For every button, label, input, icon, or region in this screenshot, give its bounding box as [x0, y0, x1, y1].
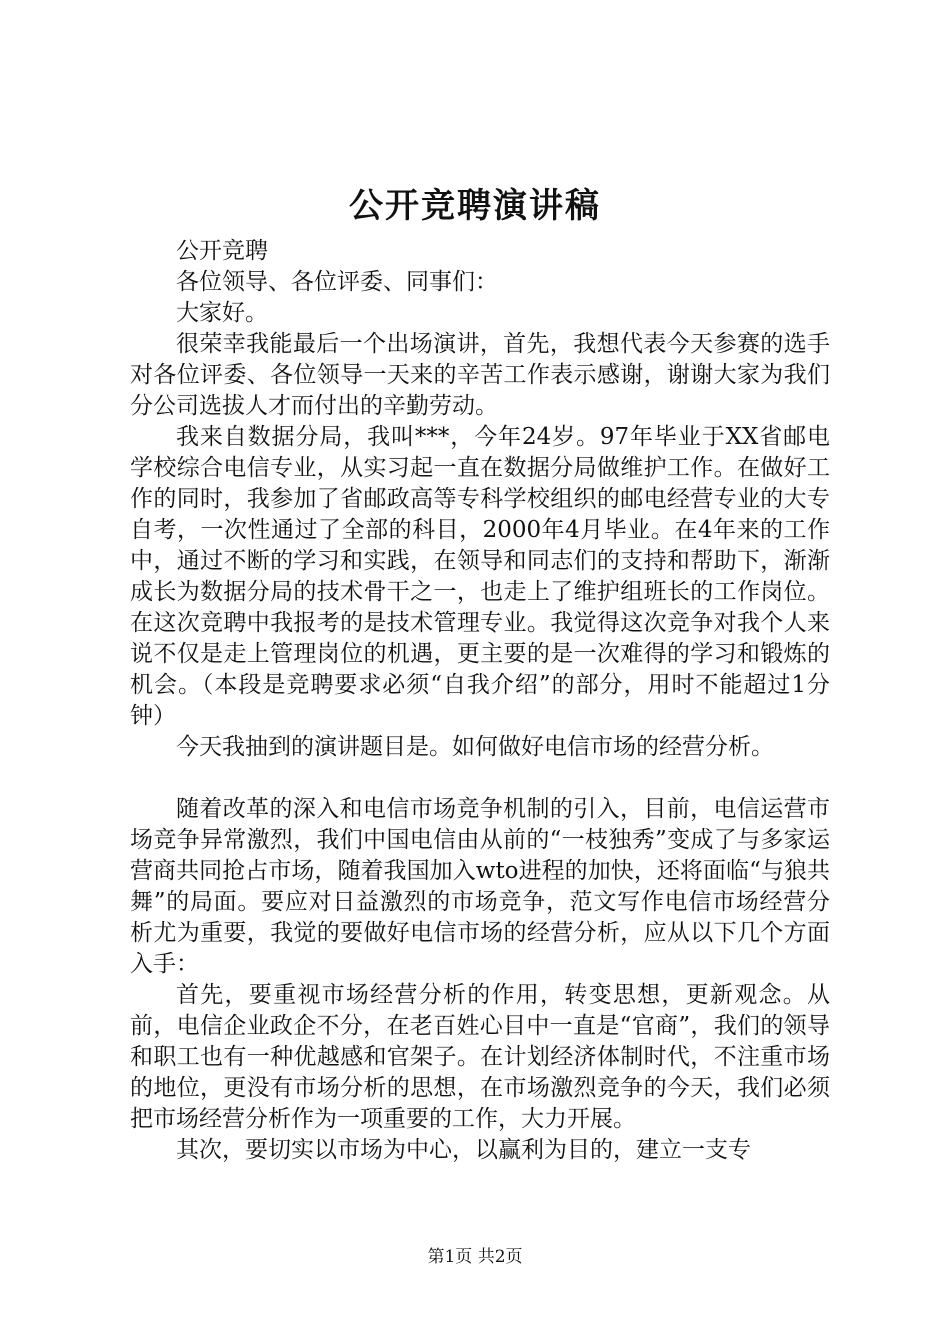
document-body [130, 236, 830, 1166]
paragraph-topic: 今天我抽到的演讲题目是。如何做好电信市场的经营分析。 [176, 734, 774, 760]
paragraph-thanks: 很荣幸我能最后一个出场演讲，首先，我想代表今天参赛的选手对各位评委、各位领导一天来的辛苦工作表示感谢，谢谢大家为我们分公司选拔人才而付出的辛勤劳动。 [130, 331, 830, 419]
paragraph-first-point: 首先，要重视市场经营分析的作用，转变思想，更新观念。从前，电信企业政企不分，在老百姓心目中一直是“官商”，我们的领导和职工也有一种优越感和官架子。在计划经济体制时代，不注重市场的地位，更没有市场分析的思想，在市场激烈竞争的今天，我们必须把市场经营分析作为一项重要的工作，大力开展。 [130, 982, 830, 1132]
paragraph-second-point: 其次，要切实以市场为中心，以赢利为目的，建立一支专 [176, 1137, 751, 1163]
paragraph-salutation: 各位领导、各位评委、同事们： [176, 269, 498, 295]
document-title: 公开竞聘演讲稿 [349, 186, 601, 226]
paragraph-self-intro: 我来自数据分局，我叫***，今年24岁。97年毕业于XX省邮电学校综合电信专业，从实习起一直在数据分局做维护工作。在做好工作的同时，我参加了省邮政高等专科学校组织的邮电经营专业的大专自考，一次性通过了全部的科目，2000年4月毕业。在4年来的工作中，通过不断的学习和实践，在领导和同志们的支持和帮助下，渐渐成长为数据分局的技术骨干之一，也走上了维护组班长的工作岗位。在这次竞聘中我报考的是技术管理专业。我觉得这次竞争对我个人来说不仅是走上管理岗位的机遇，更主要的是一次难得的学习和锻炼的机会。（本段是竞聘要求必须“自我介绍”的部分，用时不能超过1分钟） [130, 424, 830, 729]
paragraph-heading: 公开竞聘 [176, 238, 268, 264]
paragraph-greeting: 大家好。 [176, 300, 268, 326]
paragraph-market-context: 随着改革的深入和电信市场竞争机制的引入，目前，电信运营市场竞争异常激烈，我们中国电信由从前的“一枝独秀”变成了与多家运营商共同抢占市场，随着我国加入wto进程的加快，还将面临“与狼共舞”的局面。要应对日益激烈的市场竞争，范文写作电信市场经营分析尤为重要，我觉的要做好电信市场的经营分析，应从以下几个方面入手： [130, 796, 830, 977]
page-footer: 第1页 共2页 [427, 1247, 523, 1267]
